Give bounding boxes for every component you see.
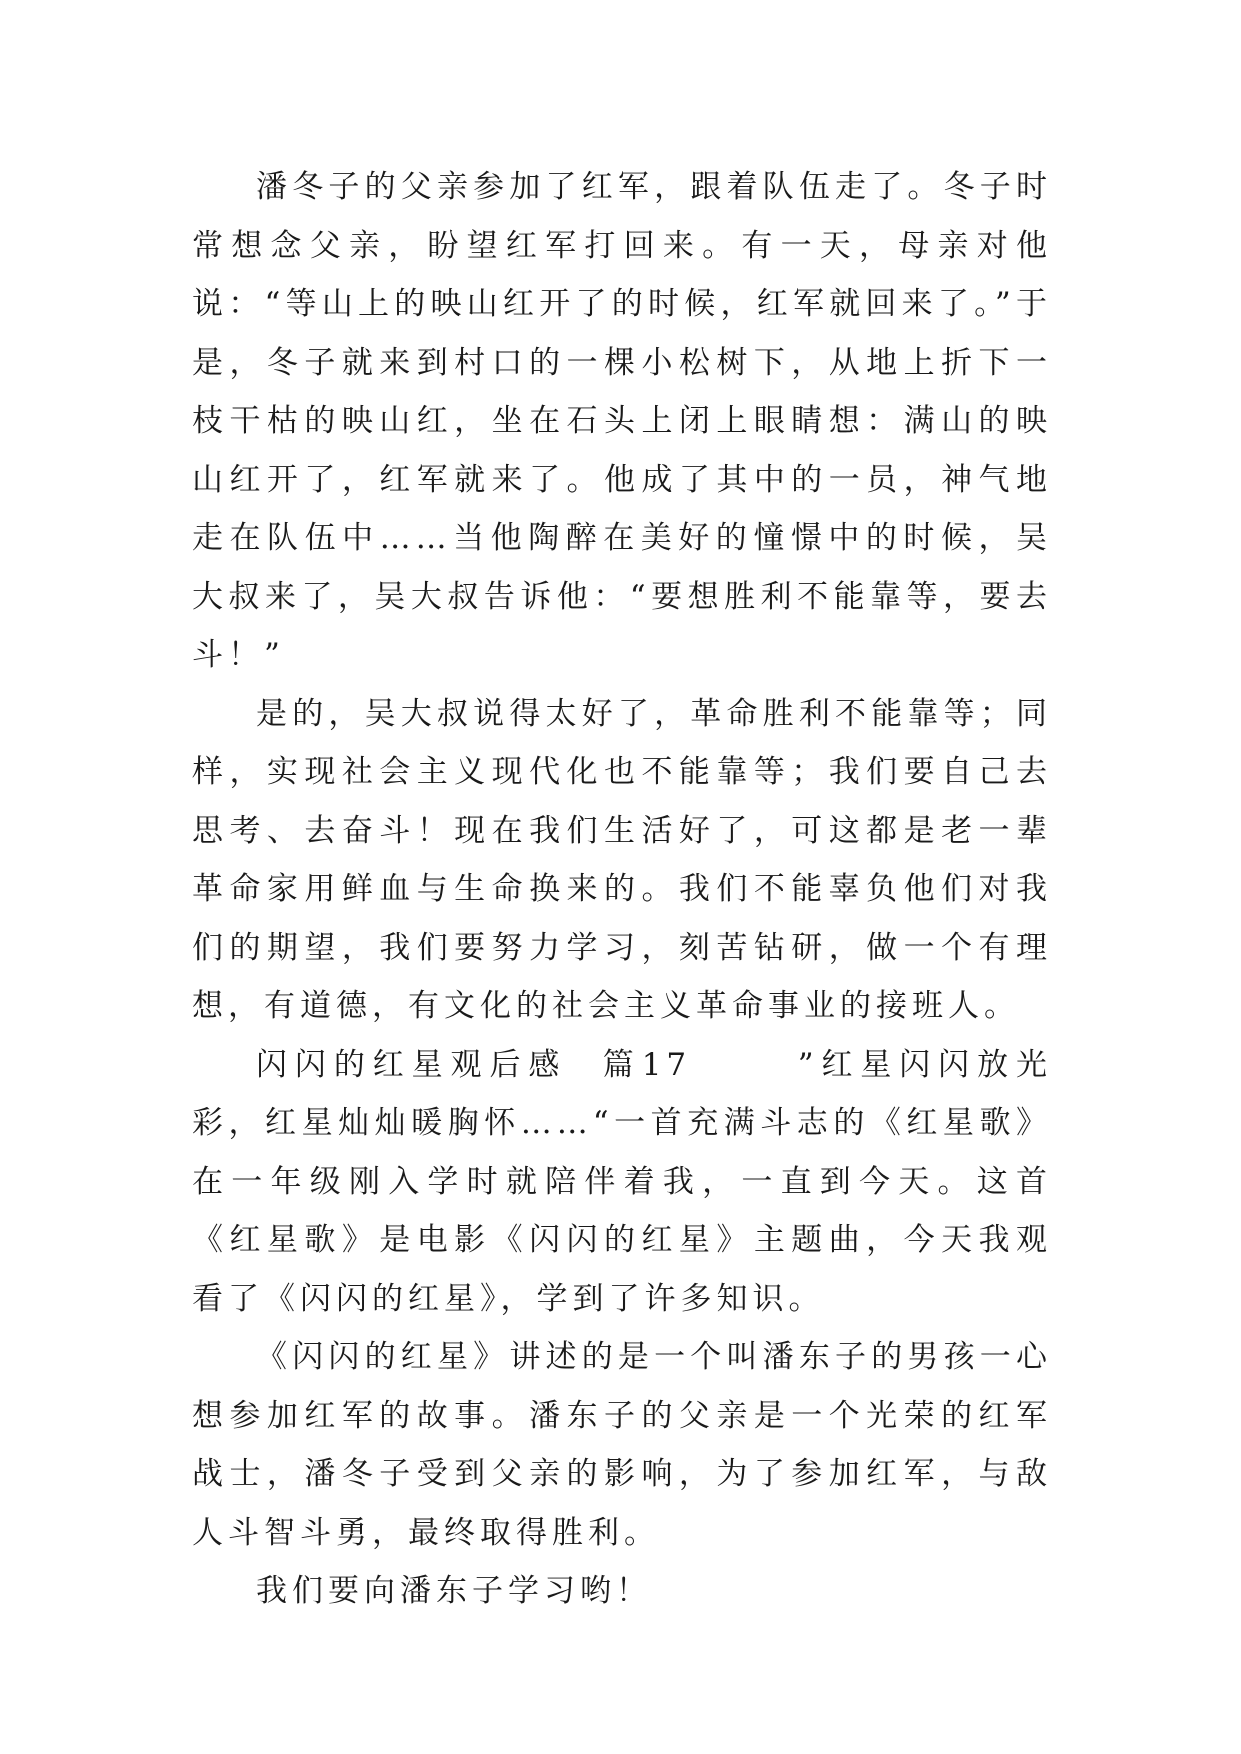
paragraph: 潘冬子的父亲参加了红军，跟着队伍走了。冬子时常想念父亲，盼望红军打回来。有一天，母亲对他说：“等山上的映山红开了的时候，红军就回来了。”于是，冬子就来到村口的一棵小松树下，从地上折下一枝干枯的映山红，坐在石头上闭上眼睛想：满山的映山红开了，红军就来了。他成了其中的一员，神气地走在队伍中……当他陶醉在美好的憧憬中的时候，吴大叔来了，吴大叔告诉他：“要想胜利不能靠等，要去斗！” [192, 169, 1052, 673]
paragraph: 《闪闪的红星》讲述的是一个叫潘东子的男孩一心想参加红军的故事。潘东子的父亲是一个光荣的红军战士，潘冬子受到父亲的影响，为了参加红军，与敌人斗智斗勇，最终取得胜利。 [192, 1339, 1052, 1551]
document-body [192, 158, 1052, 1621]
paragraph: 我们要向潘东子学习哟！ [256, 1573, 652, 1609]
paragraph: 闪闪的红星观后感 篇17 ”红星闪闪放光彩，红星灿灿暖胸怀……“一首充满斗志的《红星歌》在一年级刚入学时就陪伴着我，一直到今天。这首《红星歌》是电影《闪闪的红星》主题曲，今天我观看了《闪闪的红星》，学到了许多知识。 [192, 1046, 1052, 1317]
paragraph: 是的，吴大叔说得太好了，革命胜利不能靠等；同样，实现社会主义现代化也不能靠等；我们要自己去思考、去奋斗！现在我们生活好了，可这都是老一辈革命家用鲜血与生命换来的。我们不能辜负他们对我们的期望，我们要努力学习，刻苦钻研，做一个有理想，有道德，有文化的社会主义革命事业的接班人。 [192, 695, 1052, 1024]
